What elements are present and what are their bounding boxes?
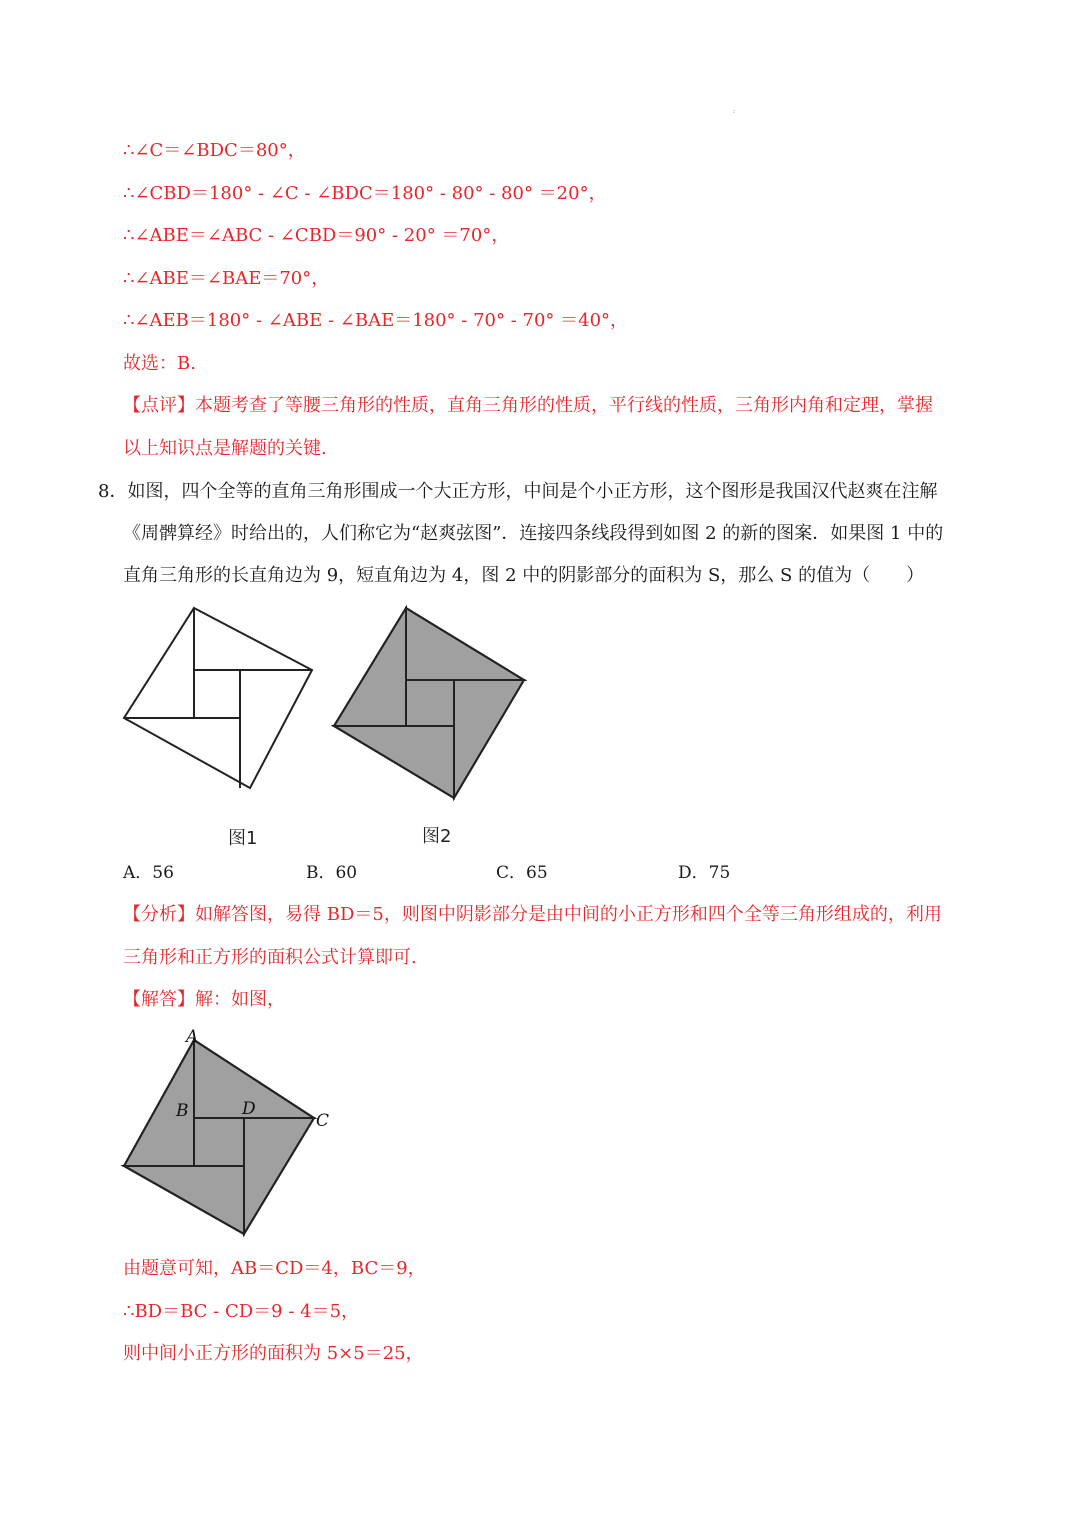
solution-line-3: 则中间小正方形的面积为 5×5＝25， bbox=[123, 1343, 424, 1364]
label-b: B bbox=[176, 1101, 189, 1121]
solution-line-2: ∴BD＝BC - CD＝9 - 4＝5， bbox=[123, 1301, 360, 1322]
question-line-2: 《周髀算经》时给出的，人们称它为“赵爽弦图”．连接四条线段得到如图 2 的新的图案．如果图 1 中的 bbox=[123, 523, 944, 544]
label-a: A bbox=[186, 1027, 199, 1047]
step-line-5: ∴∠AEB＝180° - ∠ABE - ∠BAE＝180° - 70° - 70° ＝40°， bbox=[123, 310, 629, 331]
label-d: D bbox=[242, 1099, 256, 1119]
comment-line-2: 以上知识点是解题的关键. bbox=[123, 438, 327, 459]
comment-line-1: 【点评】本题考查了等腰三角形的性质，直角三角形的性质，平行线的性质，三角形内角和定理，掌握 bbox=[123, 395, 933, 416]
figure-1 bbox=[120, 604, 320, 804]
answer-choice: 故选：B. bbox=[123, 353, 196, 374]
question-line-1: 8．如图，四个全等的直角三角形围成一个大正方形，中间是个小正方形，这个图形是我国汉代赵爽在注解 bbox=[98, 481, 938, 502]
step-line-1: ∴∠C＝∠BDC＝80°， bbox=[123, 140, 306, 161]
option-b: B．60 bbox=[306, 863, 358, 883]
solution-figure bbox=[118, 1024, 338, 1240]
figure-2-caption: 图2 bbox=[422, 826, 452, 847]
header-mark: : bbox=[733, 108, 736, 115]
analysis-line-2: 三角形和正方形的面积公式计算即可. bbox=[123, 947, 417, 968]
solution-line-1: 由题意可知，AB＝CD＝4，BC＝9， bbox=[123, 1258, 426, 1279]
answer-heading: 【解答】解：如图， bbox=[123, 989, 285, 1010]
step-line-4: ∴∠ABE＝∠BAE＝70°， bbox=[123, 268, 330, 289]
step-line-3: ∴∠ABE＝∠ABC - ∠CBD＝90° - 20° ＝70°， bbox=[123, 225, 510, 246]
analysis-line-1: 【分析】如解答图，易得 BD＝5，则图中阴影部分是由中间的小正方形和四个全等三角形组成的，利用 bbox=[123, 904, 942, 925]
figure-2 bbox=[330, 604, 530, 804]
label-c: C bbox=[316, 1111, 330, 1131]
figure-1-caption: 图1 bbox=[228, 828, 258, 849]
question-line-3: 直角三角形的长直角边为 9，短直角边为 4，图 2 中的阴影部分的面积为 S，那么 S 的值为（ ） bbox=[123, 565, 925, 586]
option-d: D．75 bbox=[678, 863, 731, 883]
step-line-2: ∴∠CBD＝180° - ∠C - ∠BDC＝180° - 80° - 80° ＝20°， bbox=[123, 183, 607, 204]
option-a: A．56 bbox=[123, 863, 174, 883]
option-c: C．65 bbox=[496, 863, 548, 883]
